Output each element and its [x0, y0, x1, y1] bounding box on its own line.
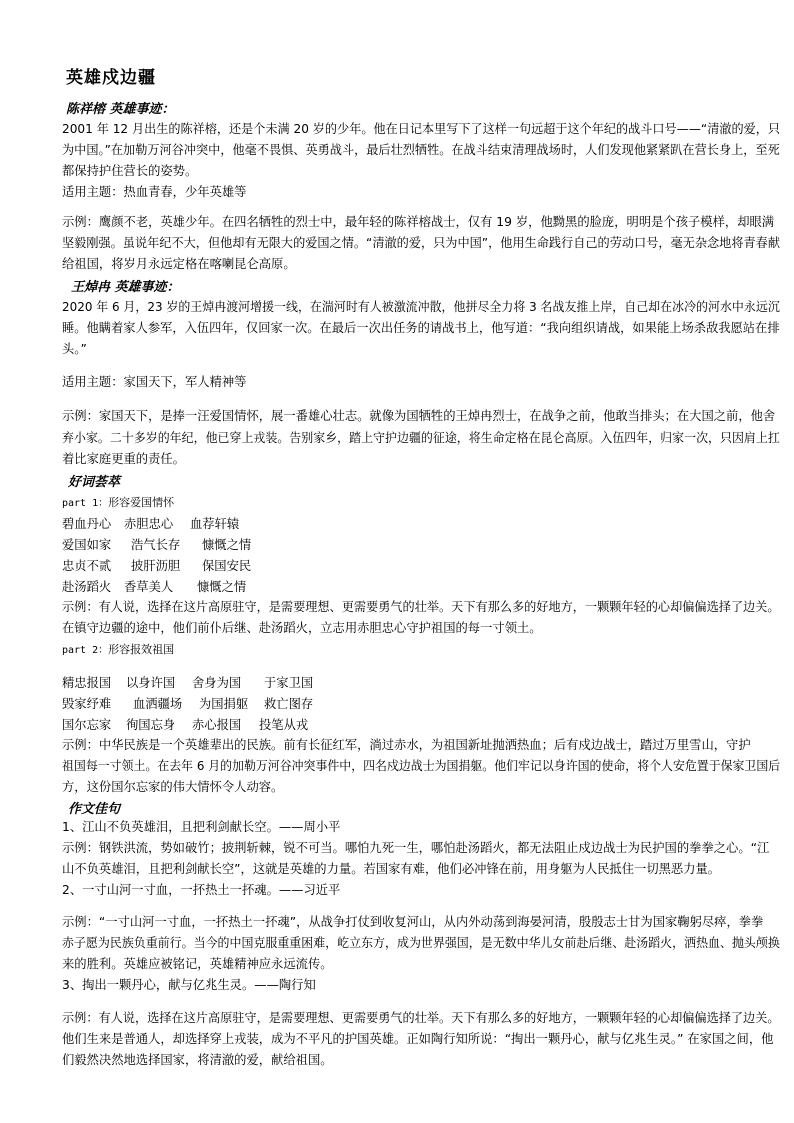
- part-1-label: part 1：: [62, 498, 109, 509]
- word-p1-r3-c2: 披肝沥胆: [131, 559, 181, 573]
- chen-example-line-2: 坚毅刚强。虽说年纪不大，但他却有无限大的爱国之情。“清澈的爱，只为中国”，他用生命践行自己的劳动口号，毫无杂念地将青春献: [62, 236, 780, 250]
- word-p2-r2-c1: 毁家纾难: [62, 697, 112, 711]
- quote-3-example-line-2: 他们生来是普通人，却选择穿上戎装，成为不平凡的护国英雄。正如陶行知所说：“掏出一颗丹心，献与亿兆生灵。” 在家国之间，他: [62, 1032, 774, 1046]
- wang-example-line-3: 着比家庭更重的责任。: [62, 452, 185, 466]
- document-title: 英雄戍边疆: [66, 68, 156, 88]
- quote-1-example-line-1: 示例：钢铁洪流，势如破竹；披荆斩棘，锐不可当。哪怕九死一生，哪怕赴汤蹈火，都无法阻止戍边战士为民护国的拳拳之心。“江: [62, 841, 770, 855]
- quote-3: 3、掏出一颗丹心，献与亿兆生灵。——陶行知: [62, 978, 316, 992]
- wang-example-line-1: 示例：家国天下，是捧一汪爱国情怀，展一番雄心壮志。就像为国牺牲的王焯冉烈士，在战争之前，他敢当排头；在大国之前，他舍: [62, 409, 776, 423]
- word-p1-r1-c3: 血荐轩辕: [190, 517, 240, 531]
- quote-2-example-line-1: 示例：“一寸山河一寸血，一抔热土一抔魂”，从战争打仗到收复河山，从内外动荡到海晏河清，殷殷志士甘为国家鞠躬尽瘁，拳拳: [62, 915, 764, 929]
- part-2-example-line-1: 示例：中华民族是一个英雄辈出的民族。前有长征红军，淌过赤水，为祖国新址抛洒热血；后有戍边战士，踏过万里雪山，守护: [62, 738, 751, 752]
- quote-1: 1、江山不负英雄泪，且把利剑献长空。——周小平: [62, 820, 341, 834]
- part-2-example-line-3: 方，这份国尔忘家的伟大情怀令人动容。: [62, 780, 284, 794]
- quote-2: 2、一寸山河一寸血，一抔热土一抔魂。——习近平: [62, 883, 341, 897]
- chen-example-line-1: 示例：鹰颜不老，英雄少年。在四名牺牲的烈士中，最年轻的陈祥榕战士，仅有 19 岁，他黝黑的脸庞，明明是个孩子模样，却眼满: [62, 215, 775, 229]
- chen-theme: 适用主题：热血青春，少年英雄等: [62, 185, 247, 199]
- quote-2-example-line-3: 来的胜利。英雄应被铭记，英雄精神应永远流传。: [62, 957, 333, 971]
- word-p2-r3-c2: 徇国忘身: [126, 718, 176, 732]
- part-1-example-line-1: 示例：有人说，选择在这片高原驻守，是需要理想、更需要勇气的壮举。天下有那么多的好地方，一颗颗年轻的心却偏偏选择了边关。: [62, 600, 780, 614]
- part-2-title: 形容报效祖国: [108, 643, 175, 656]
- word-p1-r4-c3: 慷慨之情: [197, 580, 247, 594]
- quote-1-example-line-2: 山不负英雄泪，且把利剑献长空”，这就是英雄的力量。若国家有难，他们必冲锋在前，用身躯为人民抵住一切黑恶力量。: [62, 862, 721, 876]
- wang-example-line-2: 弃小家。二十多岁的年纪，他已穿上戎装。告别家乡，踏上守护边疆的征途，将生命定格在昆仑高原。入伍四年，归家一次，只因肩上扛: [62, 431, 780, 445]
- quotes-heading: 作文佳句: [68, 802, 121, 817]
- quote-2-example-line-2: 赤子愿为民族负重前行。当今的中国克服重重困难，屹立东方，成为世界强国，是无数中华儿女前赴后继、赴汤蹈火，洒热血、抛头颅换: [62, 936, 780, 950]
- word-p2-r2-c4: 救亡图存: [264, 697, 314, 711]
- chen-story-line-3: 都保持护住营长的姿势。: [62, 164, 198, 178]
- word-p2-r3-c3: 赤心报国: [192, 718, 242, 732]
- word-p1-r2-c2: 浩气长存: [131, 538, 181, 552]
- wang-story-line-1: 2020 年 6 月，23 岁的王焯冉渡河增援一线，在湍河时有人被激流冲散，他拼尽全力将 3 名战友推上岸，自己却在冰冷的河水中永远沉: [62, 300, 780, 314]
- word-p2-r1-c1: 精忠报国: [62, 676, 112, 690]
- word-p2-r2-c3: 为国捐躯: [199, 697, 249, 711]
- word-p1-r4-c1: 赴汤蹈火: [62, 580, 112, 594]
- word-p1-r1-c2: 赤胆忠心: [124, 517, 174, 531]
- chen-story-line-2: 为中国。”在加勒万河谷冲突中，他毫不畏惧、英勇战斗，最后壮烈牺牲。在战斗结束清理战场时，人们发现他紧紧趴在营长身上，至死: [62, 143, 780, 157]
- word-p1-r3-c3: 保国安民: [202, 559, 252, 573]
- quote-3-example-line-3: 们毅然决然地选择国家，将清澈的爱，献给祖国。: [62, 1053, 333, 1067]
- word-p2-r3-c4: 投笔从戎: [259, 718, 309, 732]
- quote-3-example-line-1: 示例：有人说，选择在这片高原驻守，是需要理想、更需要勇气的壮举。天下有那么多的好地方，一颗颗年轻的心却偏偏选择了边关。: [62, 1011, 780, 1025]
- word-p1-r4-c2: 香草美人: [124, 580, 174, 594]
- chen-story-line-1: 2001 年 12 月出生的陈祥榕，还是个未满 20 岁的少年。他在日记本里写下了这样一句远超于这个年纪的战斗口号——“清澈的爱，只: [62, 122, 780, 136]
- wang-theme: 适用主题：家国天下，军人精神等: [62, 375, 247, 389]
- chen-example-line-3: 给祖国，将岁月永远定格在喀喇昆仑高原。: [62, 257, 296, 271]
- word-p2-r3-c1: 国尔忘家: [62, 718, 112, 732]
- word-p1-r3-c1: 忠贞不贰: [62, 559, 112, 573]
- word-p2-r1-c3: 舍身为国: [192, 676, 242, 690]
- good-words-heading: 好词荟萃: [68, 475, 121, 490]
- word-p1-r2-c3: 慷慨之情: [202, 538, 252, 552]
- wang-story-line-2: 睡。他瞒着家人参军，入伍四年，仅回家一次。在最后一次出任务的请战书上，他写道：“我向组织请战，如果能上场杀敌我愿站在排: [62, 321, 780, 335]
- part-1-title: 形容爱国情怀: [108, 496, 175, 509]
- word-p2-r2-c2: 血洒疆场: [133, 697, 183, 711]
- hero-heading-chen: 陈祥榕 英雄事迹：: [66, 102, 175, 117]
- wang-story-line-3: 头。”: [62, 342, 87, 356]
- word-p1-r2-c1: 爱国如家: [62, 538, 112, 552]
- word-p2-r1-c4: 于家卫国: [264, 676, 314, 690]
- part-2-label: part 2：: [62, 645, 109, 656]
- part-1-header: [62, 494, 174, 510]
- hero-heading-wang: 王焯冉 英雄事迹：: [71, 280, 180, 295]
- part-2-header: [62, 641, 174, 657]
- part-2-example-line-2: 祖国每一寸领土。在去年 6 月的加勒万河谷冲突事件中，四名戍边战士为国捐躯。他们牢记以身许国的使命，将个人安危置于保家卫国后: [62, 759, 781, 773]
- word-p1-r1-c1: 碧血丹心: [62, 517, 112, 531]
- part-1-example-line-2: 在镇守边疆的途中，他们前仆后继、赴汤蹈火，立志用赤胆忠心守护祖国的每一寸领土。: [62, 621, 542, 635]
- word-p2-r1-c2: 以身许国: [126, 676, 176, 690]
